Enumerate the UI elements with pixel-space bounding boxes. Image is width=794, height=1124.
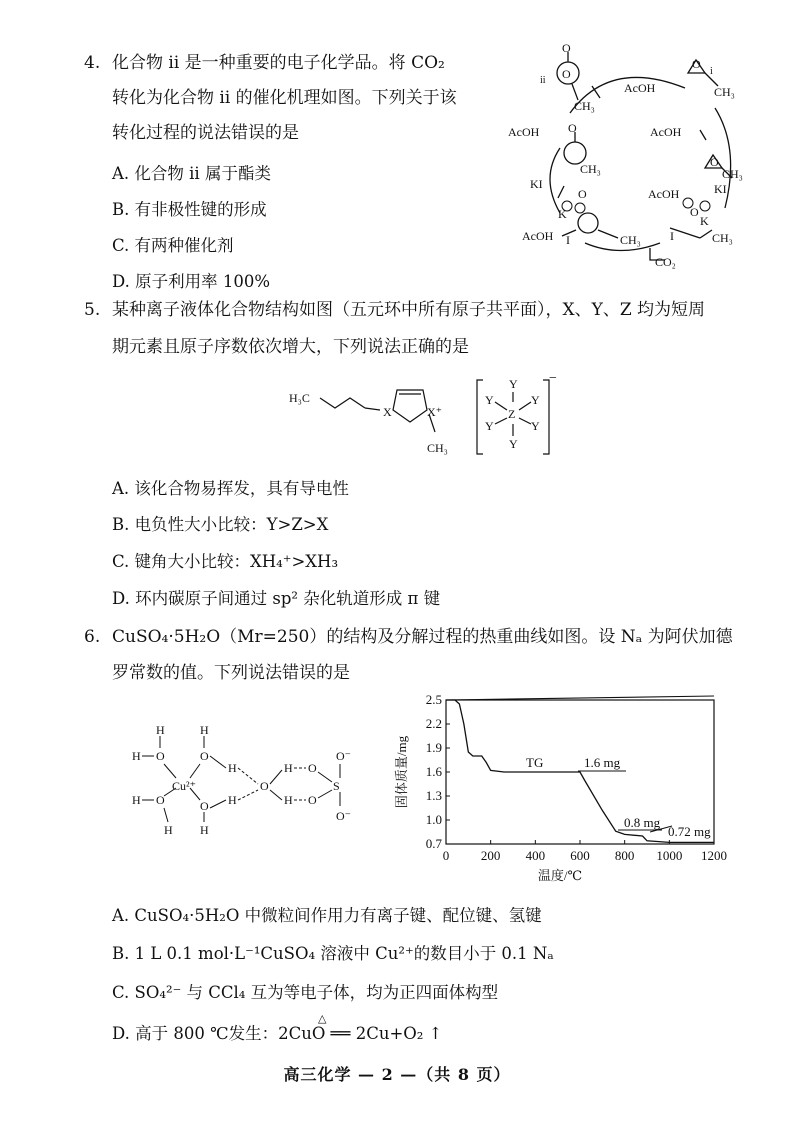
svg-text:Y: Y (531, 393, 540, 407)
y-tick-label: 1.3 (425, 788, 442, 803)
q6-option-d: D. 高于 800 ℃发生：2CuO ══ 2Cu+O₂ ↑ (112, 1024, 443, 1043)
y-tick-label: 0.7 (425, 836, 442, 851)
svg-text:O: O (578, 187, 587, 201)
svg-text:O: O (692, 57, 701, 71)
label-i: i (710, 66, 713, 77)
svg-text:O⁻: O⁻ (336, 809, 351, 823)
annotation-1-6mg: 1.6 mg (584, 755, 621, 770)
svg-text:H: H (228, 793, 237, 807)
q5-number: 5. (84, 300, 101, 320)
svg-text:K: K (558, 207, 567, 221)
y-tick-label: 1.0 (425, 812, 442, 827)
label-acoh-bottom: AcOH (522, 229, 554, 243)
q5-option-d: D. 环内碳原子间通过 sp² 杂化轨道形成 π 键 (112, 589, 441, 608)
svg-text:O: O (260, 779, 269, 793)
q5-option-b: B. 电负性大小比较：Y>Z>X (112, 515, 329, 534)
svg-text:X⁺: X⁺ (427, 405, 442, 419)
svg-text:Y: Y (485, 393, 494, 407)
q4-stem-line-3: 转化过程的说法错误的是 (112, 123, 299, 143)
q5-option-c: C. 键角大小比较：XH₄⁺>XH₃ (112, 552, 339, 571)
svg-text:K: K (700, 214, 709, 228)
q6-stem-line-1: CuSO₄·5H₂O（Mr=250）的结构及分解过程的热重曲线如图。设 Nₐ 为阿伏加德 (112, 627, 733, 647)
svg-text:O: O (562, 67, 571, 81)
svg-text:AcOH: AcOH (648, 187, 680, 201)
q6-number: 6. (84, 627, 101, 647)
svg-text:H: H (228, 761, 237, 775)
svg-text:O: O (710, 155, 719, 169)
x-tick-label: 1000 (656, 848, 683, 863)
svg-text:H: H (164, 823, 173, 837)
svg-text:O: O (308, 793, 317, 807)
y-axis-label: 固体质量/mg (394, 735, 409, 809)
svg-text:O: O (690, 205, 699, 219)
svg-text:CH₃: CH₃ (714, 85, 735, 99)
annotation-0-8mg: 0.8 mg (624, 815, 661, 830)
y-tick-label: 1.6 (425, 764, 442, 779)
label-ii: ii (540, 75, 546, 86)
svg-text:O: O (156, 793, 165, 807)
svg-text:O: O (562, 41, 571, 55)
q5-stem-line-2: 期元素且原子序数依次增大，下列说法正确的是 (112, 337, 469, 357)
svg-text:H: H (200, 823, 209, 837)
page-footer: 高三化学 — 2 —（共 8 页） (283, 1065, 511, 1084)
svg-text:O: O (308, 761, 317, 775)
annotation-0-72mg: 0.72 mg (668, 824, 711, 839)
svg-text:O: O (156, 749, 165, 763)
q6-option-b: B. 1 L 0.1 mol·L⁻¹CuSO₄ 溶液中 Cu²⁺的数目小于 0.1 Nₐ (112, 944, 554, 963)
x-tick-label: 1200 (701, 848, 727, 863)
svg-text:CH₃: CH₃ (574, 99, 595, 113)
q5-option-a: A. 该化合物易挥发，具有导电性 (112, 479, 349, 498)
svg-text:H: H (156, 723, 165, 737)
label-acoh-top: AcOH (624, 81, 656, 95)
label-acoh-right: AcOH (650, 125, 682, 139)
label-cu2plus: Cu²⁺ (172, 779, 196, 793)
cuso4-structure (128, 722, 358, 842)
svg-text:S: S (333, 779, 340, 793)
svg-text:Y: Y (531, 419, 540, 433)
q4-stem-line-1: 化合物 ⅱ 是一种重要的电子化学品。将 CO₂ (112, 53, 445, 73)
five-membered-ring (393, 390, 427, 422)
q6-stem-line-2: 罗常数的值。下列说法错误的是 (112, 663, 350, 683)
label-ki-right: KI (714, 182, 727, 196)
x-tick-label: 400 (525, 848, 546, 863)
catalytic-cycle-diagram (500, 38, 760, 268)
x-axis-label: 温度/℃ (537, 868, 583, 883)
svg-text:O: O (200, 799, 209, 813)
svg-text:Z: Z (508, 407, 516, 421)
q4-option-c: C. 有两种催化剂 (112, 236, 234, 255)
svg-text:I: I (670, 229, 674, 243)
svg-text:H: H (132, 749, 141, 763)
svg-text:H: H (284, 761, 293, 775)
svg-text:O: O (200, 749, 209, 763)
svg-text:CH₃: CH₃ (722, 167, 743, 181)
svg-text:CH₃: CH₃ (620, 233, 641, 247)
q4-stem-line-2: 转化为化合物 ⅱ 的催化机理如图。下列关于该 (112, 88, 457, 108)
x-tick-label: 0 (442, 848, 450, 863)
svg-text:CH₃: CH₃ (427, 441, 448, 455)
ionic-liquid-structure (285, 372, 555, 462)
annotation-tg: TG (526, 755, 544, 770)
q6-option-c: C. SO₄²⁻ 与 CCl₄ 互为等电子体，均为正四面体构型 (112, 983, 499, 1002)
delta-symbol: △ (318, 1012, 327, 1025)
q6-option-a: A. CuSO₄·5H₂O 中微粒间作用力有离子键、配位键、氢键 (112, 906, 542, 925)
y-tick-label: 1.9 (425, 740, 442, 755)
svg-text:H₃C: H₃C (289, 391, 310, 405)
x-tick-label: 600 (570, 848, 590, 863)
y-tick-label: 2.5 (425, 692, 442, 707)
svg-text:−: − (549, 371, 557, 386)
cycle-arc-left (550, 148, 560, 213)
q5-stem-line-1: 某种离子液体化合物结构如图（五元环中所有原子共平面），X、Y、Z 均为短周 (112, 300, 706, 320)
x-tick-label: 200 (480, 848, 501, 863)
svg-text:H: H (132, 793, 141, 807)
svg-text:Y: Y (509, 437, 518, 451)
svg-text:Y: Y (485, 419, 494, 433)
x-tick-label: 800 (614, 848, 635, 863)
svg-text:Y: Y (509, 377, 518, 391)
svg-text:X: X (383, 405, 392, 419)
q4-option-b: B. 有非极性键的形成 (112, 200, 267, 219)
label-ki-left: KI (530, 177, 543, 191)
label-co2: CO₂ (655, 255, 676, 269)
svg-text:CH₃: CH₃ (712, 231, 733, 245)
svg-text:O: O (568, 121, 577, 135)
svg-text:H: H (200, 723, 209, 737)
svg-text:H: H (284, 793, 293, 807)
tg-chart (388, 690, 728, 890)
svg-text:CH₃: CH₃ (580, 162, 601, 176)
svg-text:I: I (566, 233, 570, 247)
q4-option-d: D. 原子利用率 100% (112, 272, 271, 291)
svg-text:O⁻: O⁻ (336, 749, 351, 763)
label-acoh-left: AcOH (508, 125, 540, 139)
y-tick-label: 2.2 (425, 716, 442, 731)
q4-option-a: A. 化合物 ⅱ 属于酯类 (112, 164, 271, 183)
q4-number: 4. (84, 53, 101, 73)
